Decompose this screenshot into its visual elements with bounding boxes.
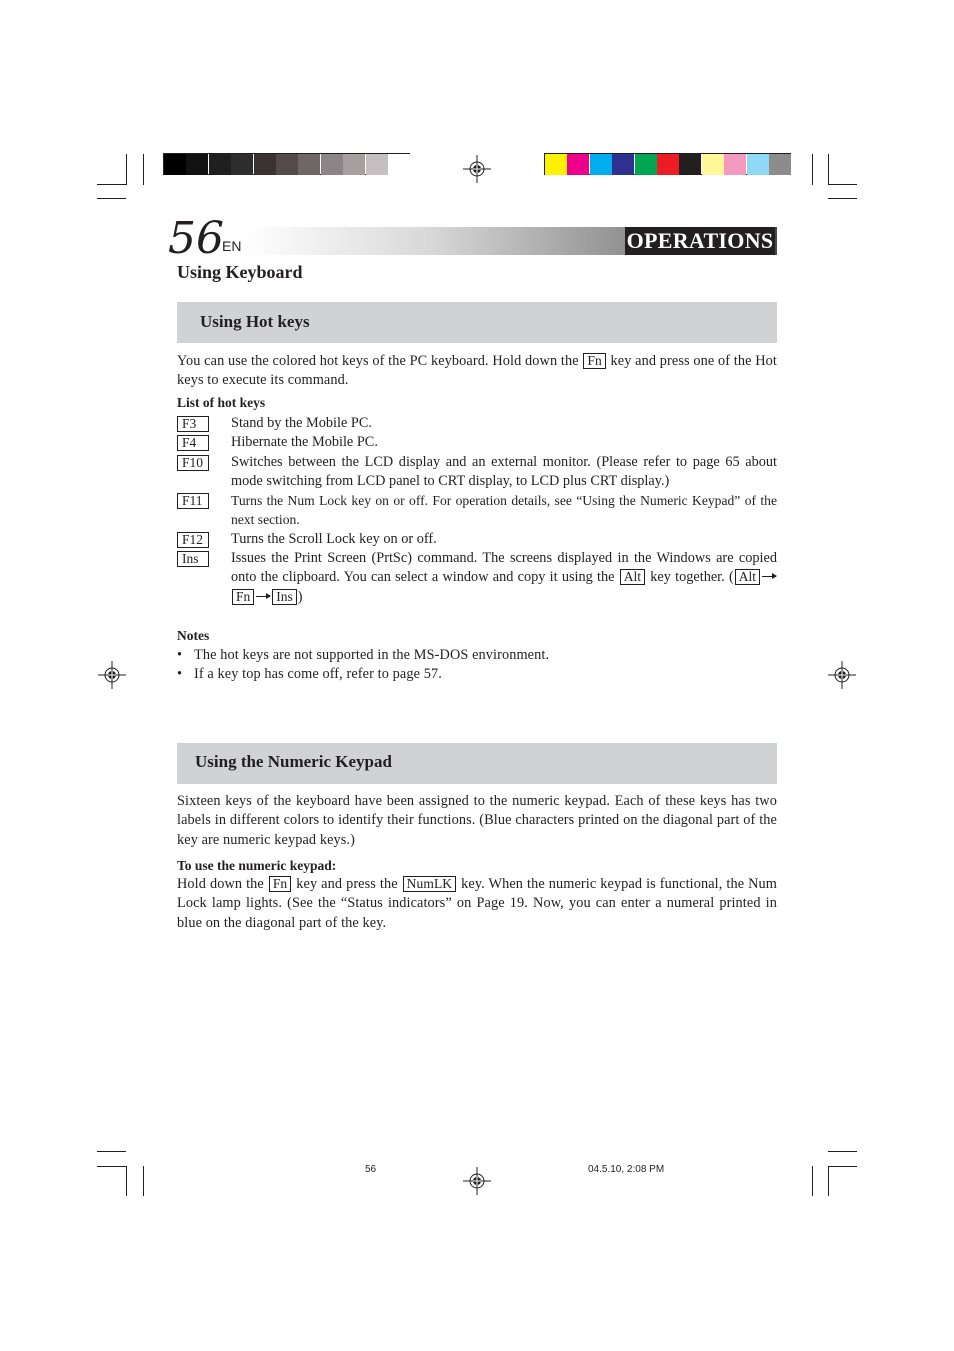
bullet-icon: • <box>177 666 183 682</box>
arrow-right-icon <box>762 576 776 577</box>
hotkeys-title: Using Hot keys <box>200 312 310 331</box>
crop-mark <box>828 184 857 185</box>
registration-mark-icon <box>828 661 856 689</box>
note-item <box>177 646 182 665</box>
crop-mark <box>828 154 829 185</box>
registration-mark-icon <box>463 1167 491 1195</box>
color-swatch <box>635 154 657 175</box>
crop-mark <box>828 1151 857 1152</box>
color-swatch <box>276 154 298 175</box>
note-item <box>177 665 182 684</box>
key-fn: Fn <box>232 589 254 605</box>
hotkey-key: F4 <box>177 435 209 451</box>
color-swatch <box>186 154 208 175</box>
hotkey-key: F3 <box>177 416 209 432</box>
color-swatch <box>567 154 589 175</box>
chapter-title: OPERATIONS <box>626 228 774 253</box>
hotkey-key: Ins <box>177 551 209 567</box>
page-suffix: EN <box>222 238 242 254</box>
color-swatch <box>254 154 276 175</box>
crop-mark <box>812 1166 813 1196</box>
color-swatch <box>298 154 320 175</box>
notes-title: Notes <box>177 628 210 643</box>
color-swatch <box>724 154 746 175</box>
crop-mark <box>143 1166 144 1196</box>
key-ins: Ins <box>272 589 297 605</box>
crop-mark <box>143 154 144 185</box>
crop-mark <box>126 154 127 185</box>
arrow-right-icon <box>256 596 270 597</box>
hotkey-key: F11 <box>177 493 209 509</box>
hotkey-key: F12 <box>177 532 209 548</box>
key-fn: Fn <box>269 876 291 892</box>
crop-mark <box>126 1166 127 1196</box>
color-swatch <box>321 154 343 175</box>
color-swatch <box>388 154 410 175</box>
color-swatch <box>545 154 567 175</box>
footer-page: 56 <box>365 1164 377 1175</box>
color-swatch <box>657 154 679 175</box>
color-swatch <box>231 154 253 175</box>
hotkey-desc: Switches between the LCD display and an external monitor. (Please refer to page 65 about mode switching from LCD panel to CRT display, to LCD plus CRT display.) <box>231 454 777 490</box>
hotkey-key: F10 <box>177 455 209 471</box>
key-fn: Fn <box>583 353 605 369</box>
hotkey-desc: Stand by the Mobile PC. <box>231 415 372 431</box>
crop-mark <box>97 1166 126 1167</box>
color-swatch <box>702 154 724 175</box>
color-swatch <box>343 154 365 175</box>
color-swatch <box>209 154 231 175</box>
hotkeys-intro: You can use the colored hot keys of the PC keyboard. Hold down the Fn key and press one of the Hot keys to execute its command. <box>177 353 777 389</box>
crop-mark <box>828 1166 857 1167</box>
key-alt: Alt <box>620 569 645 585</box>
footer-timestamp: 04.5.10, 2:08 PM <box>588 1164 665 1175</box>
color-swatch <box>679 154 701 175</box>
hotkeys-list-title: List of hot keys <box>177 395 266 410</box>
color-swatch <box>769 154 791 175</box>
key-alt: Alt <box>735 569 760 585</box>
color-swatch <box>747 154 769 175</box>
crop-mark <box>828 198 857 199</box>
numeric-title: Using the Numeric Keypad <box>195 752 392 771</box>
numeric-subtitle: To use the numeric keypad: <box>177 858 337 873</box>
bullet-icon: • <box>177 647 183 663</box>
numeric-paragraph: Sixteen keys of the keyboard have been assigned to the numeric keypad. Each of these keys has two labels in different colors to identify their functions. (Blue characters printed on the diagonal part of the key are numeric keypad keys.) <box>177 793 777 848</box>
crop-mark <box>812 154 813 185</box>
color-swatch <box>612 154 634 175</box>
color-swatch <box>590 154 612 175</box>
hotkey-desc: Hibernate the Mobile PC. <box>231 434 378 450</box>
registration-mark-icon <box>463 155 491 183</box>
crop-mark <box>97 1151 126 1152</box>
page-number: 56 <box>168 213 224 264</box>
note-text: If a key top has come off, refer to page 57. <box>194 666 442 682</box>
crop-mark <box>97 184 126 185</box>
hotkey-desc: Turns the Scroll Lock key on or off. <box>231 531 437 547</box>
key-numlk: NumLK <box>403 876 457 892</box>
hotkey-desc: Issues the Print Screen (PrtSc) command. The screens displayed in the Windows are copied onto the clipboard. You can select a window and copy it using the Alt key together. ( AltFn Ins ) <box>231 550 777 605</box>
registration-mark-icon <box>98 661 126 689</box>
numeric-instructions: Hold down the Fn key and press the NumLK key. When the numeric keypad is functional, the Num Lock lamp lights. (See the “Status indicators” on Page 19. Now, you can enter a numeral printed in blue on the diagonal part of the key. <box>177 876 778 931</box>
crop-mark <box>828 1166 829 1196</box>
color-swatch <box>366 154 388 175</box>
section-heading: Using Keyboard <box>177 262 303 282</box>
note-text: The hot keys are not supported in the MS-DOS environment. <box>194 647 550 663</box>
crop-mark <box>97 198 126 199</box>
color-swatch <box>164 154 186 175</box>
hotkey-desc: Turns the Num Lock key on or off. For operation details, see “Using the Numeric Keypad” of the next section. <box>231 493 777 528</box>
